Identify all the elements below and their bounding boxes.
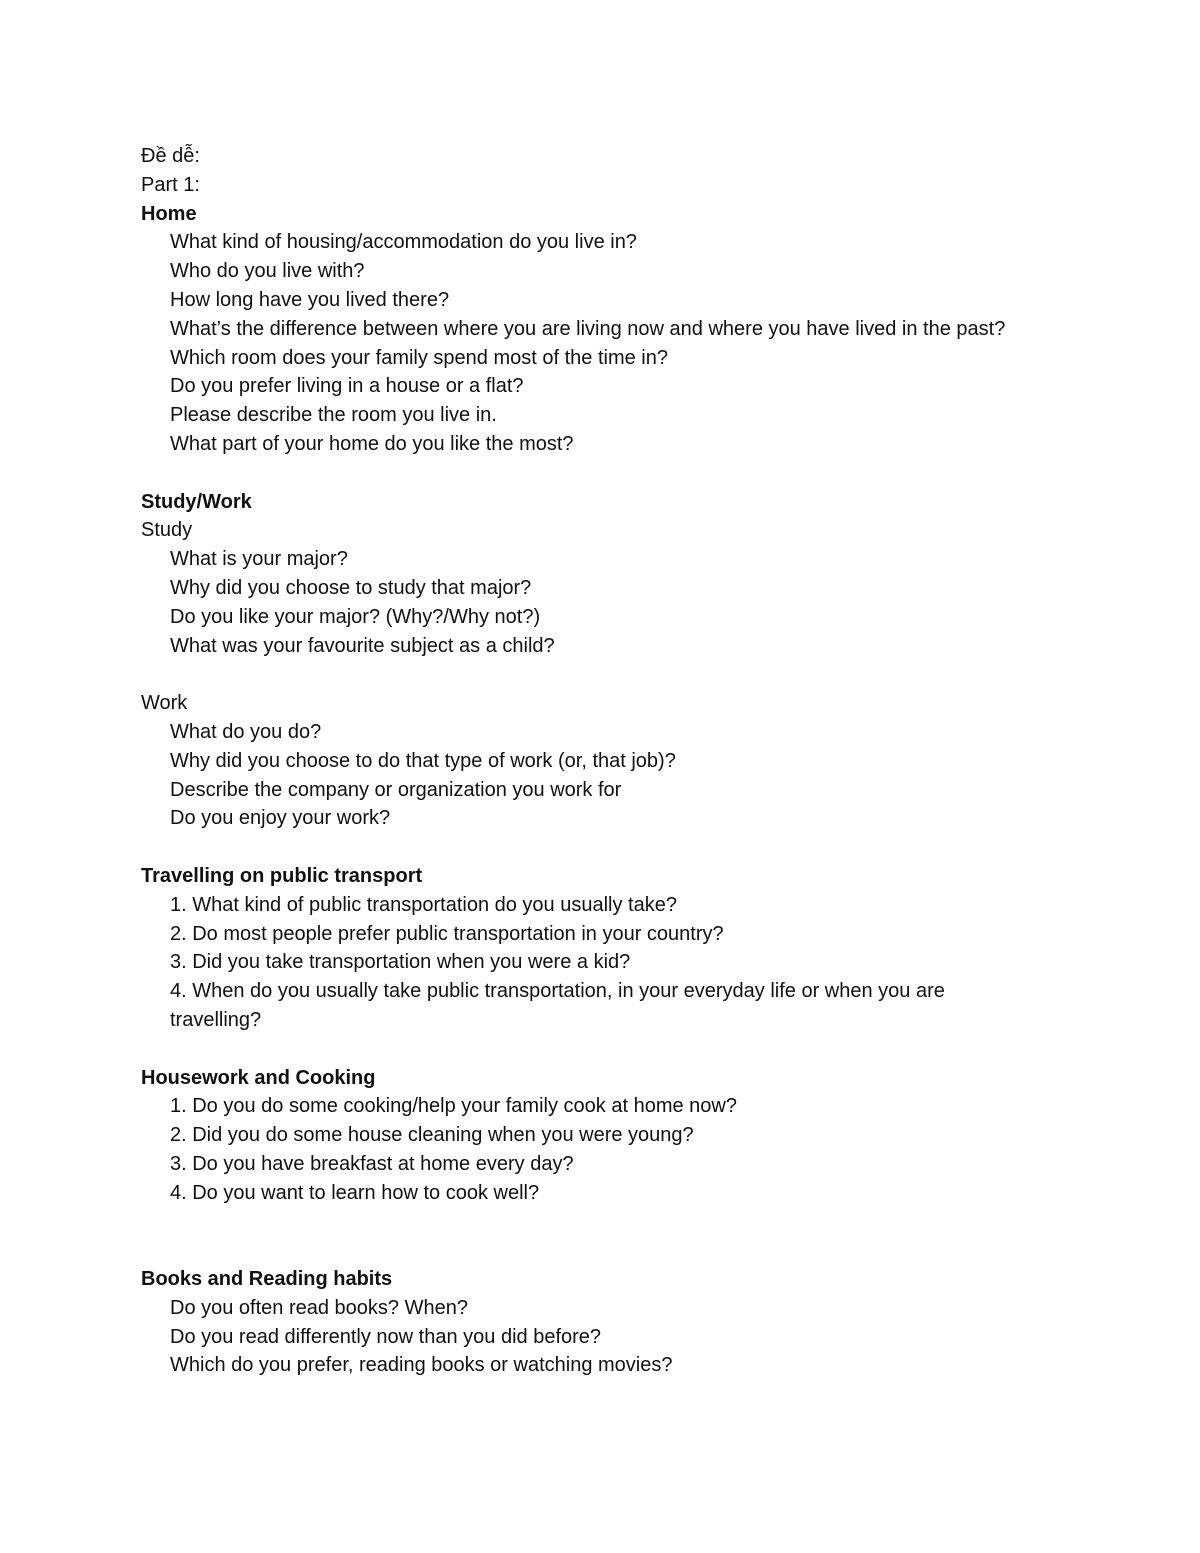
- section-heading: Housework and Cooking: [141, 1066, 376, 1089]
- section-heading: Books and Reading habits: [141, 1268, 393, 1291]
- section-heading: Travelling on public transport: [141, 864, 423, 887]
- question-item: 4. When do you usually take public transportation, in your everyday life or when you are travelling?: [170, 980, 945, 1031]
- question-item: Do you enjoy your work?: [170, 807, 391, 830]
- spacer: [141, 660, 1041, 689]
- spacer: [141, 833, 1041, 862]
- spacer: [141, 1207, 1041, 1265]
- section-housework: [141, 1064, 1041, 1208]
- question-item: Describe the company or organization you work for: [170, 778, 622, 801]
- question-item: 3. Did you take transportation when you were a kid?: [170, 951, 631, 974]
- spacer: [141, 1035, 1041, 1064]
- section-transport: [141, 862, 1041, 1035]
- section-home: [141, 200, 1041, 459]
- question-item: Do you read differently now than you did before?: [170, 1325, 602, 1348]
- question-item: What was your favourite subject as a child?: [170, 634, 555, 657]
- question-item: 1. What kind of public transportation do you usually take?: [170, 893, 677, 916]
- question-item: 3. Do you have breakfast at home every day?: [170, 1152, 574, 1175]
- question-item: What’s the difference between where you are living now and where you have lived in the past?: [170, 317, 1006, 340]
- section-heading: Study/Work: [141, 490, 252, 513]
- question-item: What do you do?: [170, 720, 322, 743]
- section-heading: Home: [141, 202, 197, 225]
- question-item: What is your major?: [170, 548, 348, 571]
- document-title: Đề dễ:: [141, 145, 200, 167]
- question-item: Please describe the room you live in.: [170, 404, 497, 427]
- question-item: Do you often read books? When?: [170, 1296, 468, 1319]
- subsection-label: Study: [141, 519, 193, 542]
- question-item: 4. Do you want to learn how to cook well?: [170, 1181, 540, 1204]
- question-item: Why did you choose to study that major?: [170, 576, 532, 599]
- subsection-label: Work: [141, 692, 188, 715]
- question-item: What kind of housing/accommodation do you live in?: [170, 231, 637, 254]
- question-item: 2. Did you do some house cleaning when you were young?: [170, 1124, 694, 1147]
- spacer: [141, 459, 1041, 488]
- question-item: Do you prefer living in a house or a flat?: [170, 375, 524, 398]
- question-item: Why did you choose to do that type of work (or, that job)?: [170, 749, 676, 772]
- question-item: How long have you lived there?: [170, 288, 450, 311]
- question-item: 1. Do you do some cooking/help your family cook at home now?: [170, 1095, 737, 1118]
- document-page: [141, 142, 1041, 1380]
- part-label: Part 1:: [141, 173, 200, 196]
- question-item: 2. Do most people prefer public transportation in your country?: [170, 922, 724, 945]
- section-books: [141, 1265, 1041, 1380]
- question-item: Do you like your major? (Why?/Why not?): [170, 605, 541, 628]
- question-item: What part of your home do you like the most?: [170, 432, 574, 455]
- question-item: Which do you prefer, reading books or watching movies?: [170, 1354, 673, 1377]
- question-item: Who do you live with?: [170, 260, 365, 283]
- section-study-work: [141, 488, 1041, 834]
- question-item: Which room does your family spend most of the time in?: [170, 346, 668, 369]
